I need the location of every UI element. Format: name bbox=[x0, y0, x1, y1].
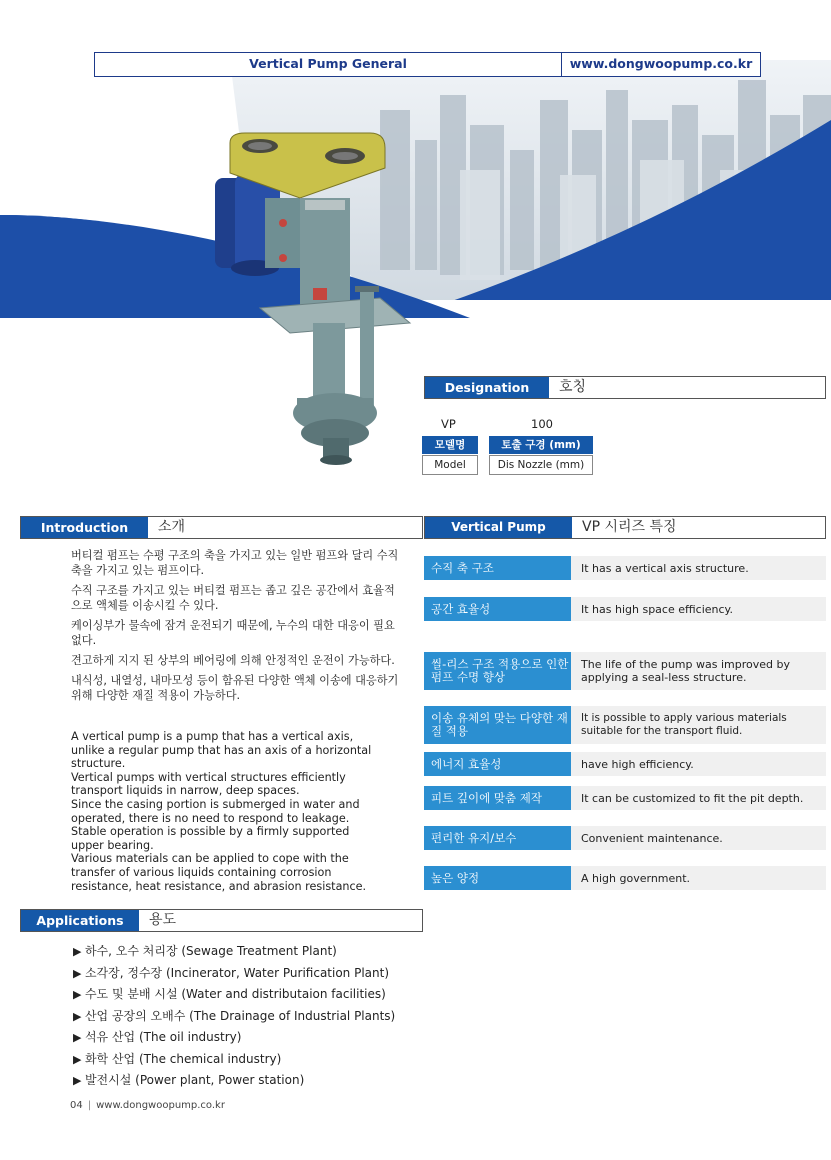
applications-label: Applications bbox=[21, 910, 139, 931]
nozzle-label-en: Dis Nozzle (mm) bbox=[489, 455, 593, 475]
intro-paragraph-ko: 케이싱부가 물속에 잠겨 운전되기 때문에, 누수의 대한 대응이 필요 없다. bbox=[71, 619, 395, 647]
feature-row bbox=[424, 826, 826, 850]
intro-line-en: Various materials can be applied to cope with the bbox=[71, 852, 349, 866]
feature-en: It has high space efficiency. bbox=[571, 597, 826, 621]
feature-ko: 에너지 효율성 bbox=[424, 752, 571, 776]
intro-paragraph-ko: 견고하게 지지 된 상부의 베어링에 의해 안정적인 운전이 가능하다. bbox=[71, 654, 395, 667]
intro-line-en: structure. bbox=[71, 757, 126, 771]
designation-label-ko: 호칭 bbox=[559, 379, 587, 395]
intro-line-en: operated, there is no need to respond to leakage. bbox=[71, 811, 350, 825]
footer-url[interactable]: www.dongwoopump.co.kr bbox=[96, 1100, 225, 1111]
feature-en: It is possible to apply various materials suitable for the transport fluid. bbox=[571, 706, 826, 744]
header-url[interactable]: www.dongwoopump.co.kr bbox=[569, 56, 753, 71]
introduction-header bbox=[20, 516, 423, 539]
intro-line-en: Since the casing portion is submerged in water and bbox=[71, 797, 360, 811]
nozzle-label-ko: 토출 구경 (mm) bbox=[489, 436, 593, 454]
footer bbox=[70, 1100, 225, 1111]
feature-en: have high efficiency. bbox=[571, 752, 826, 776]
footer-divider: | bbox=[87, 1100, 92, 1111]
list-item: ▶ 산업 공장의 오배수 (The Drainage of Industrial Plants) bbox=[73, 1007, 395, 1029]
background-graphic bbox=[0, 0, 831, 520]
feature-ko: 피트 깊이에 맞춤 제작 bbox=[424, 786, 571, 810]
feature-ko: 수직 축 구조 bbox=[424, 556, 571, 580]
pump-image bbox=[205, 128, 415, 478]
vertical-pump-illustration bbox=[205, 128, 415, 478]
features-label-ko: VP 시리즈 특징 bbox=[582, 519, 677, 535]
feature-en: It has a vertical axis structure. bbox=[571, 556, 826, 580]
introduction-label-ko: 소개 bbox=[158, 519, 186, 535]
features-label: Vertical Pump Features bbox=[425, 517, 572, 538]
model-label-ko: 모델명 bbox=[422, 436, 478, 454]
feature-en: A high government. bbox=[571, 866, 826, 890]
intro-paragraph-ko: 수직 구조를 가지고 있는 버티컬 펌프는 좁고 깊은 공간에서 효율적으로 액체를 이송시킬 수 있다. bbox=[71, 584, 395, 612]
feature-row bbox=[424, 786, 826, 810]
model-value: VP bbox=[441, 417, 456, 431]
list-item: ▶ 하수, 오수 처리장 (Sewage Treatment Plant) bbox=[73, 942, 395, 964]
applications-list bbox=[73, 942, 395, 1093]
list-item: ▶ 화학 산업 (The chemical industry) bbox=[73, 1050, 395, 1072]
applications-label-ko: 용도 bbox=[149, 912, 177, 928]
feature-row bbox=[424, 866, 826, 890]
feature-row bbox=[424, 597, 826, 621]
page-number: 04 bbox=[70, 1100, 83, 1111]
feature-ko: 공간 효율성 bbox=[424, 597, 571, 621]
intro-line-en: A vertical pump is a pump that has a vertical axis, bbox=[71, 730, 354, 743]
feature-row bbox=[424, 556, 826, 580]
feature-ko: 편리한 유지/보수 bbox=[424, 826, 571, 850]
introduction-label: Introduction bbox=[21, 517, 148, 538]
intro-line-en: transfer of various liquids containing corrosion bbox=[71, 865, 332, 879]
designation-header bbox=[424, 376, 826, 399]
feature-ko: 높은 양정 bbox=[424, 866, 571, 890]
features-header bbox=[424, 516, 826, 555]
feature-row bbox=[424, 706, 826, 744]
feature-row bbox=[424, 652, 826, 690]
intro-line-en: Vertical pumps with vertical structures efficiently bbox=[71, 770, 346, 784]
list-item: ▶ 소각장, 정수장 (Incinerator, Water Purification Plant) bbox=[73, 964, 395, 986]
intro-line-en: upper bearing. bbox=[71, 838, 154, 852]
designation-label: Designation bbox=[425, 377, 549, 398]
list-item: ▶ 석유 산업 (The oil industry) bbox=[73, 1028, 395, 1050]
city-skyline-background bbox=[0, 0, 831, 520]
intro-line-en: transport liquids in narrow, deep spaces. bbox=[71, 784, 300, 798]
model-label-en: Model bbox=[422, 455, 478, 475]
intro-line-en: Stable operation is possible by a firmly supported bbox=[71, 825, 350, 839]
list-item: ▶ 발전시설 (Power plant, Power station) bbox=[73, 1071, 395, 1093]
header-bar bbox=[94, 52, 761, 77]
introduction-korean bbox=[71, 548, 401, 708]
feature-en: Convenient maintenance. bbox=[571, 826, 826, 850]
applications-header bbox=[20, 909, 423, 932]
nozzle-value: 100 bbox=[531, 417, 553, 431]
feature-ko: 이송 유체의 맞는 다양한 재질 적용 bbox=[424, 706, 571, 744]
feature-en: It can be customized to fit the pit depth. bbox=[571, 786, 826, 810]
list-item: ▶ 수도 및 분배 시설 (Water and distributaion facilities) bbox=[73, 985, 395, 1007]
intro-paragraph-ko: 버티컬 펌프는 수평 구조의 축을 가지고 있는 일반 펌프와 달리 수직 축을 가지고 있는 펌프이다. bbox=[71, 549, 399, 577]
feature-row bbox=[424, 752, 826, 776]
intro-paragraph-ko: 내식성, 내열성, 내마모성 등이 함유된 다양한 액체 이송에 대응하기 위해 다양한 재질 적용이 가능하다. bbox=[71, 674, 399, 702]
feature-en: The life of the pump was improved by applying a seal-less structure. bbox=[571, 652, 826, 690]
feature-ko: 씰-리스 구조 적용으로 인한 펌프 수명 향상 bbox=[424, 652, 571, 690]
introduction-english bbox=[71, 730, 416, 893]
intro-line-en: resistance, heat resistance, and abrasion resistance. bbox=[71, 879, 367, 893]
header-title: Vertical Pump General bbox=[95, 53, 562, 76]
intro-line-en: unlike a regular pump that has an axis of a horizontal bbox=[71, 743, 372, 757]
